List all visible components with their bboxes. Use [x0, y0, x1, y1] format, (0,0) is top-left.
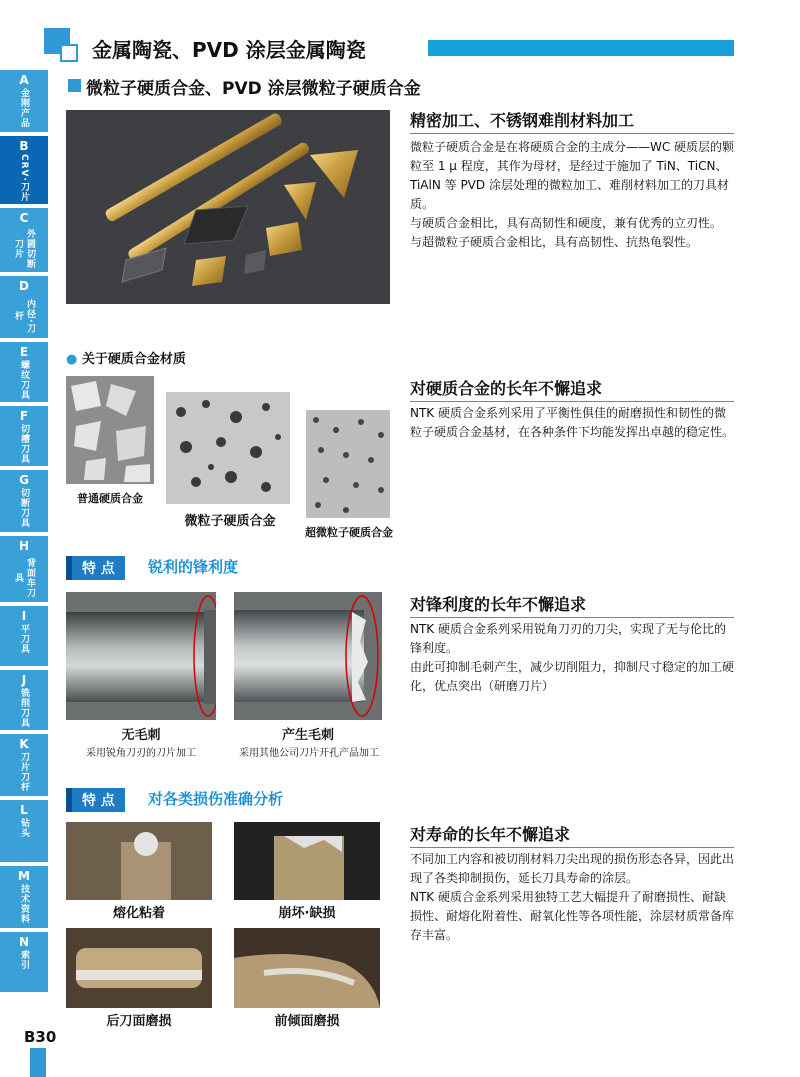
chipping-illustration: [234, 822, 380, 900]
bullet-icon: ●: [66, 352, 78, 367]
sidebar-tab[interactable]: [0, 406, 48, 468]
sidebar-tab-label: 平刀具: [19, 624, 29, 654]
photo-built-up-edge: [66, 822, 212, 900]
sidebar-tab-label: 切断刀具: [19, 488, 29, 528]
sidebar-tab[interactable]: [0, 932, 48, 994]
micro-image-fine: [166, 392, 290, 504]
grain-texture-fine: [166, 392, 290, 504]
sidebar-tab[interactable]: [0, 866, 48, 930]
caption-chipping: 崩坏·缺损: [278, 906, 336, 921]
photo-no-burr: [66, 592, 216, 720]
photo-crater-wear: [234, 928, 380, 1008]
sidebar-tab-label: 钻头: [19, 818, 29, 838]
sidebar-tab-letter: H: [18, 539, 30, 553]
sidebar-tab[interactable]: [0, 536, 48, 604]
product-photo: [66, 110, 390, 304]
micro-label-fine: 微粒子硬质合金: [184, 514, 276, 529]
bore-no-burr-illustration: [66, 592, 216, 720]
sidebar-tab[interactable]: [0, 136, 48, 206]
sidebar-tab[interactable]: [0, 342, 48, 404]
section-heading-carbide: 对硬质合金的长年不懈追求: [410, 376, 734, 402]
sidebar-tab[interactable]: [0, 276, 48, 340]
grain-texture-ultrafine: [306, 410, 390, 518]
paragraph: 由此可抑制毛刺产生，减少切削阻力，抑制尺寸稳定的加工硬化，优点突出（研磨刀片）: [410, 660, 735, 693]
section-body-precision: [410, 138, 736, 252]
photo-flank-wear: [66, 928, 212, 1008]
sidebar-tab-letter: A: [19, 73, 29, 87]
caption-flank-wear: 后刀面磨损: [106, 1014, 172, 1029]
paragraph: NTK 硬质合金系列采用锐角刀刃的刀尖，实现了无与伦比的锋利度。: [410, 622, 726, 655]
sidebar-tab-label: 外圆切断刀片: [13, 229, 35, 269]
sidebar-tab-letter: D: [19, 279, 29, 293]
micro-title-text: 关于硬质合金材质: [81, 352, 186, 367]
micro-title: [66, 348, 186, 367]
paragraph: 与硬质合金相比，具有高韧性和硬度，兼有优秀的立刃性。: [410, 216, 723, 230]
sidebar-tab-letter: I: [21, 609, 27, 623]
header-bar: [428, 40, 734, 56]
feature-badge: 特 点: [66, 788, 125, 812]
sidebar-tab-label: 金刚产品: [19, 88, 29, 128]
section-heading-tool-life: 对寿命的长年不懈追求: [410, 822, 734, 848]
paragraph: 与超微粒子硬质合金相比，具有高韧性、抗热龟裂性。: [410, 235, 699, 249]
page-number-bar: [30, 1048, 46, 1077]
sidebar-tab-label: 铣削刀具: [19, 688, 29, 728]
page-title: 金属陶瓷、PVD 涂层金属陶瓷: [92, 38, 366, 62]
sidebar-tab-label: 索引: [19, 950, 29, 970]
subcaption-burr: 采用其他公司刀片开孔产品加工: [239, 748, 379, 759]
photo-chipping: [234, 822, 380, 900]
micro-label-ultrafine: 超微粒子硬质合金: [305, 526, 393, 539]
paragraph: NTK 硬质合金系列采用独特工艺大幅提升了耐磨损性、耐缺损性、耐熔化附着性、耐氧化性等各项性能，涂层材质常备库存丰富。: [410, 890, 735, 942]
page-number: B30: [24, 1028, 57, 1046]
subcaption-no-burr: 采用锐角刀刃的刀片加工: [86, 748, 196, 759]
feature-title-damage: 对各类损伤准确分析: [148, 790, 284, 808]
crater-wear-illustration: [234, 928, 380, 1008]
sidebar-tab[interactable]: [0, 70, 48, 134]
sidebar-tab[interactable]: [0, 208, 48, 274]
sidebar-tab-letter: N: [18, 935, 30, 949]
section-heading-precision: 精密加工、不锈钢难削材料加工: [410, 108, 734, 134]
sidebar-tab-letter: C: [19, 211, 29, 225]
header-square-outline-icon: [60, 44, 78, 62]
sidebar-tab[interactable]: [0, 800, 48, 864]
caption-no-burr: 无毛刺: [121, 728, 161, 743]
sidebar-tab-letter: B: [19, 139, 29, 153]
paragraph: 不同加工内容和被切削材料刀尖出现的损伤形态各异，因此出现了各类抑制损伤，延长刀具寿命的涂层。: [410, 852, 735, 885]
sidebar-tab-label: 背面车刀具: [13, 558, 35, 598]
sidebar-tab-letter: L: [20, 803, 28, 817]
sidebar-tab-label: CRV·刀片: [19, 154, 29, 202]
micro-label-normal: 普通硬质合金: [77, 492, 143, 505]
micro-image-normal: [66, 376, 154, 484]
sidebar-tab-letter: E: [19, 345, 29, 359]
sidebar-tab[interactable]: [0, 670, 48, 732]
caption-burr: 产生毛刺: [281, 728, 334, 743]
sidebar-tab-label: 技术资料: [19, 884, 29, 924]
sidebar-tab-label: 切槽刀具: [19, 424, 29, 464]
sidebar-tab[interactable]: [0, 606, 48, 668]
sidebar-tab-letter: G: [19, 473, 29, 487]
inserts-illustration: [66, 110, 390, 304]
caption-built-up-edge: 熔化粘着: [112, 906, 165, 921]
sidebar-tab-letter: F: [19, 409, 29, 423]
sidebar-tab-label: 螺纹刀具: [19, 360, 29, 400]
feature-badge: 特 点: [66, 556, 125, 580]
grain-texture-coarse: [66, 376, 154, 484]
feature-title-sharpness: 锐利的锋利度: [148, 558, 239, 576]
sidebar-tab-letter: K: [19, 737, 29, 751]
section-body-sharpness: [410, 620, 736, 696]
flank-wear-illustration: [66, 928, 212, 1008]
sidebar-tab-label: 内径·刀杆: [13, 298, 35, 334]
sidebar-tab-letter: M: [18, 869, 30, 883]
sidebar-tab[interactable]: [0, 470, 48, 534]
built-up-edge-illustration: [66, 822, 212, 900]
section-heading-sharpness: 对锋利度的长年不懈追求: [410, 592, 734, 618]
micro-image-ultrafine: [306, 410, 390, 518]
subtitle-square-icon: [68, 79, 81, 92]
section-body-carbide: NTK 硬质合金系列采用了平衡性俱佳的耐磨损性和韧性的微粒子硬质合金基材，在各种条件下均能发挥出卓越的稳定性。: [410, 406, 735, 439]
sidebar-tab-label: 刀片刀杆: [19, 752, 29, 792]
paragraph: 微粒子硬质合金是在将硬质合金的主成分——WC 硬质层的颗粒至 1 μ 程度，其作为母材，是经过于施加了 TiN、TiCN、TiAlN 等 PVD 涂层处理的微粒加工、难削材料加工的刀具材质。: [410, 140, 735, 211]
sidebar-tab-letter: J: [21, 673, 27, 687]
section-subtitle: 微粒子硬质合金、PVD 涂层微粒子硬质合金: [86, 79, 421, 99]
sidebar-tab[interactable]: [0, 734, 48, 798]
caption-crater-wear: 前倾面磨损: [274, 1014, 340, 1029]
bore-burr-illustration: [234, 592, 382, 720]
section-body-tool-life: [410, 850, 736, 945]
photo-burr: [234, 592, 382, 720]
